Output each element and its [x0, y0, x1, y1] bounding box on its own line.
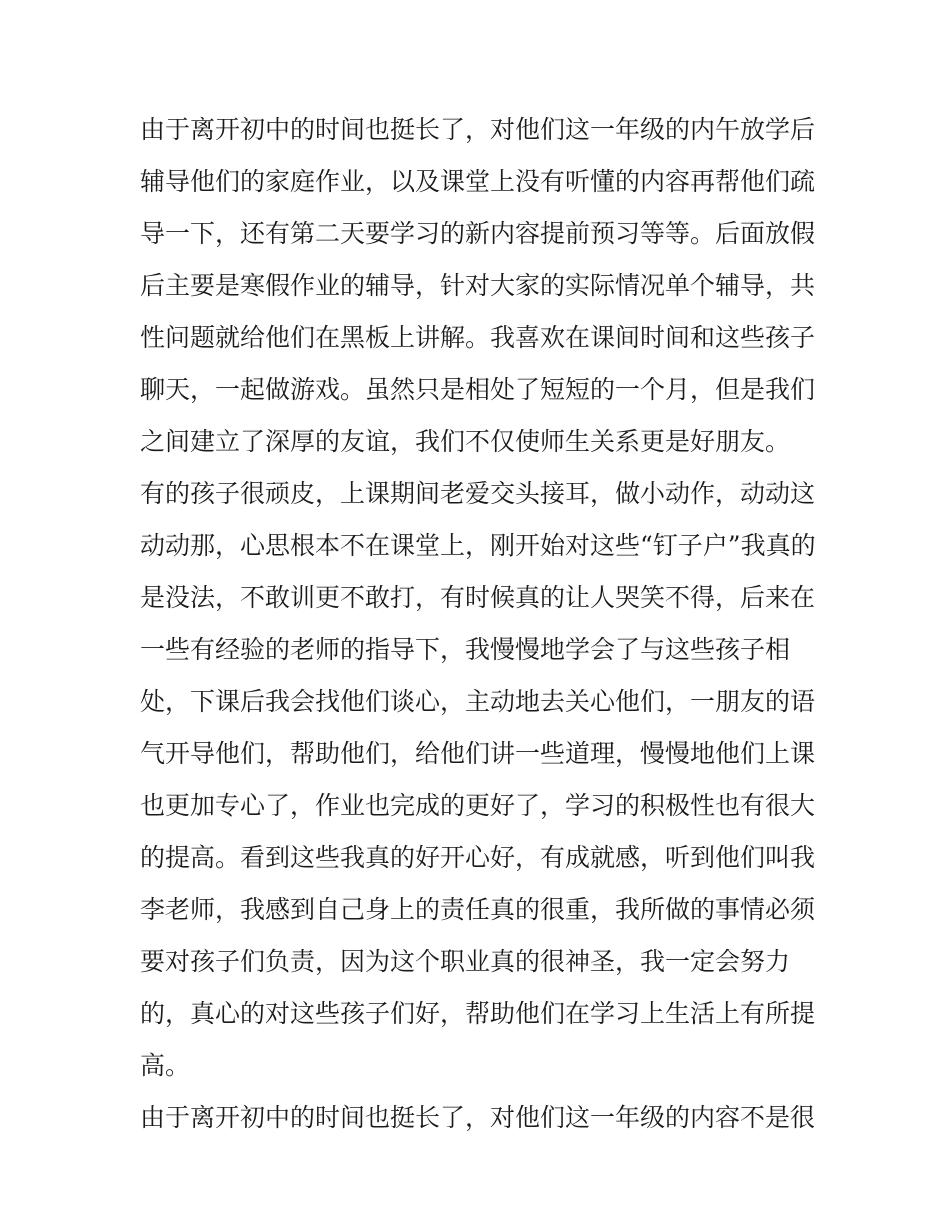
text-line-9: 动动那，心思根本不在课堂上，刚开始对这些“钉子户”我真的 — [140, 531, 816, 560]
text-line-17: 要对孩子们负责，因为这个职业真的很神圣，我一定会努力 — [140, 947, 791, 976]
text-line-5: 性问题就给他们在黑板上讲解。我喜欢在课间时间和这些孩子 — [140, 323, 816, 352]
text-line-6: 聊天，一起做游戏。虽然只是相处了短短的一个月，但是我们 — [140, 375, 816, 404]
text-line-16: 李老师，我感到自己身上的责任真的很重，我所做的事情必须 — [140, 895, 816, 924]
text-line-8: 有的孩子很顽皮，上课期间老爱交头接耳，做小动作，动动这 — [140, 479, 816, 508]
text-line-12: 处，下课后我会找他们谈心，主动地去关心他们，一朋友的语 — [140, 687, 816, 716]
text-line-19: 高。 — [140, 1051, 191, 1080]
text-line-10: 是没法，不敢训更不敢打，有时候真的让人哭笑不得，后来在 — [140, 583, 816, 612]
text-line-1: 由于离开初中的时间也挺长了，对他们这一年级的内午放学后 — [140, 115, 816, 144]
text-line-2: 辅导他们的家庭作业，以及课堂上没有听懂的内容再帮他们疏 — [140, 167, 816, 196]
text-line-14: 也更加专心了，作业也完成的更好了，学习的积极性也有很大 — [140, 791, 816, 820]
text-line-18: 的，真心的对这些孩子们好，帮助他们在学习上生活上有所提 — [140, 999, 816, 1028]
text-line-7: 之间建立了深厚的友谊，我们不仅使师生关系更是好朋友。 — [140, 427, 791, 456]
text-line-13: 气开导他们，帮助他们，给他们讲一些道理，慢慢地他们上课 — [140, 739, 816, 768]
text-line-15: 的提高。看到这些我真的好开心好，有成就感，听到他们叫我 — [140, 843, 816, 872]
text-line-3: 导一下，还有第二天要学习的新内容提前预习等等。后面放假 — [140, 219, 816, 248]
text-line-4: 后主要是寒假作业的辅导，针对大家的实际情况单个辅导，共 — [140, 271, 816, 300]
document-body — [140, 104, 830, 1144]
text-line-20: 由于离开初中的时间也挺长了，对他们这一年级的内容不是很 — [140, 1103, 816, 1132]
text-line-11: 一些有经验的老师的指导下，我慢慢地学会了与这些孩子相 — [140, 635, 791, 664]
